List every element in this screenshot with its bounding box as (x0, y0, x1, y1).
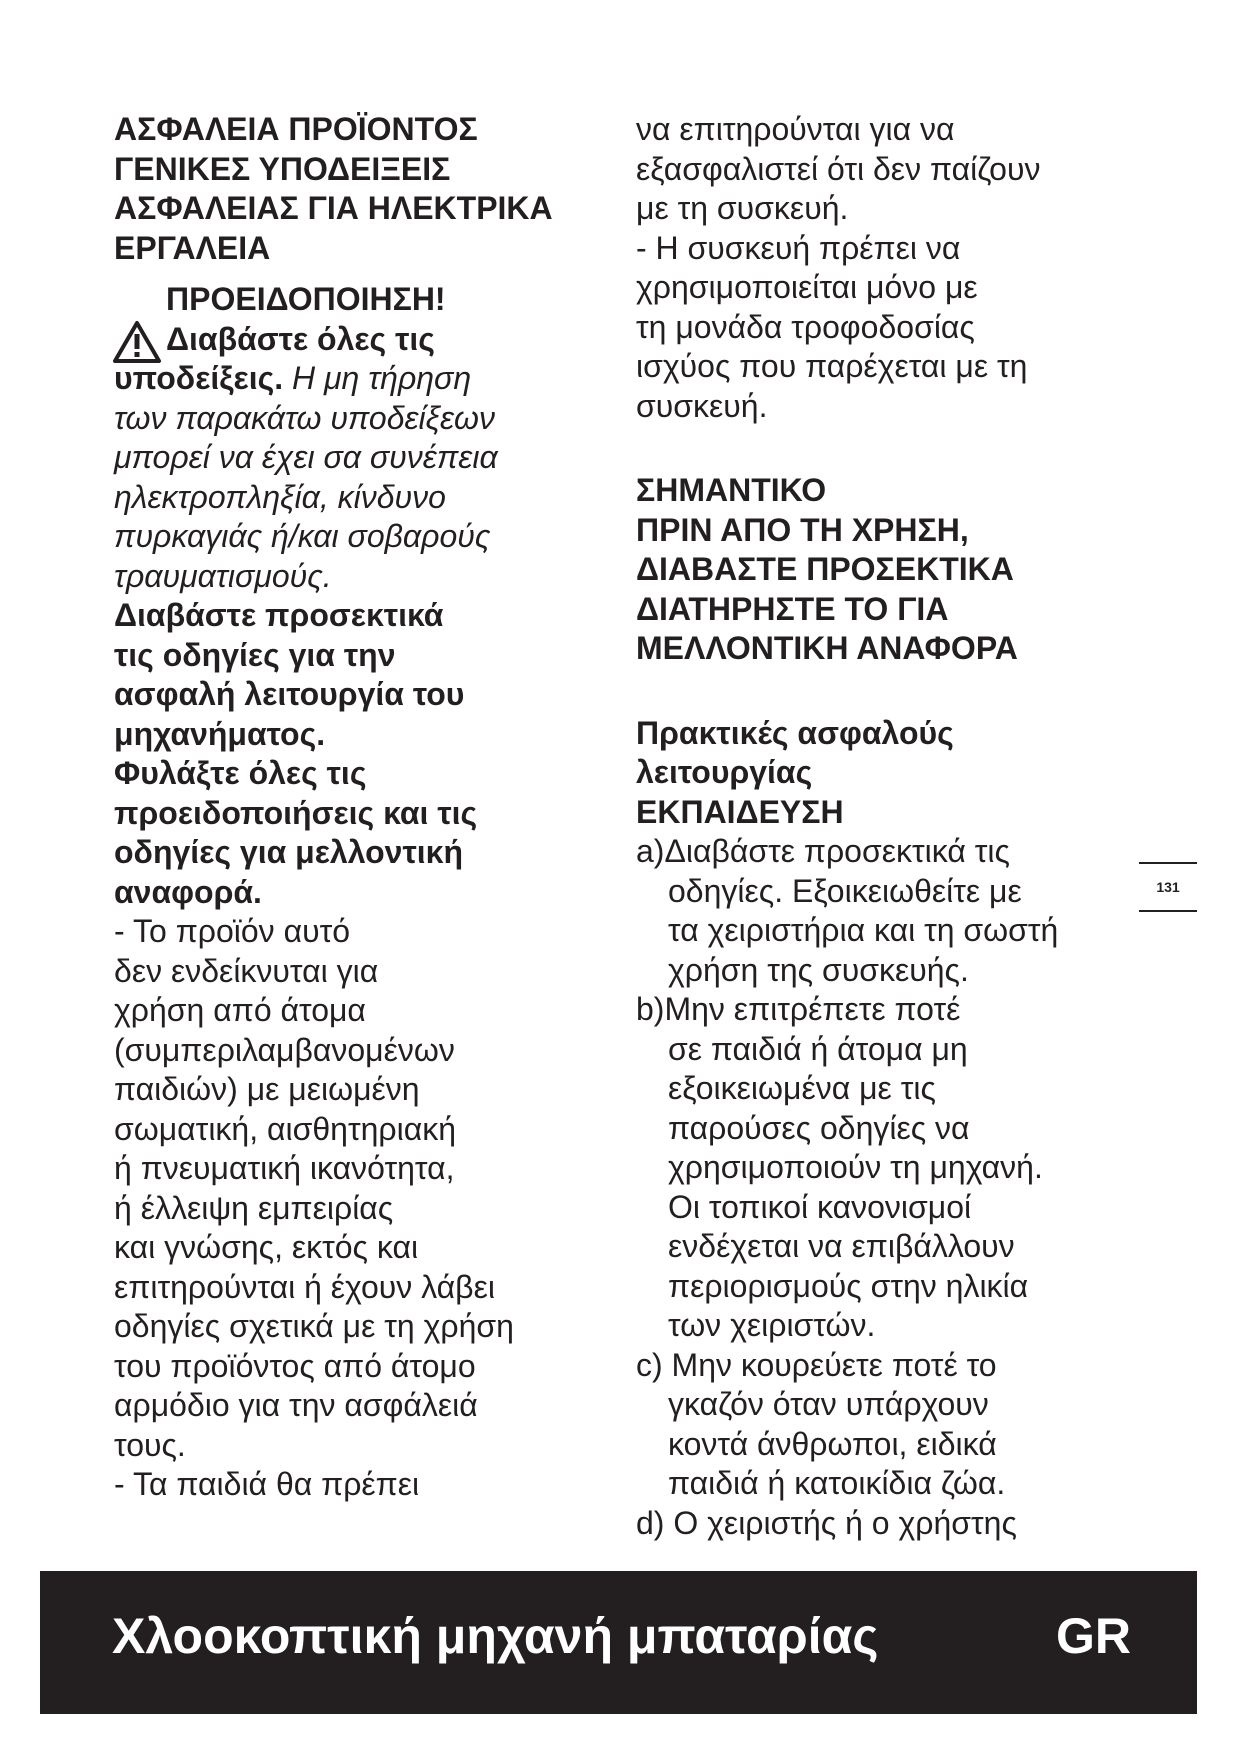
list-item-line: σε παιδιά ή άτομα μη (668, 1030, 968, 1067)
important-heading-line: ΔΙΑΤΗΡΗΣΤΕ ΤΟ ΓΙΑ (636, 590, 949, 627)
warning-italic-line: των παρακάτω υποδείξεων (114, 399, 495, 436)
list-item-line: ενδέχεται να επιβάλλουν (668, 1228, 1015, 1264)
body-line: (συμπεριλαμβανομένων (114, 1031, 455, 1068)
body-line: ισχύος που παρέχεται με τη (636, 348, 1028, 384)
spacer (636, 669, 1136, 714)
list-item-line: χρησιμοποιούν τη μηχανή. (668, 1149, 1043, 1185)
warning-italic-line: τραυματισμούς. (114, 557, 332, 594)
body-line: χρήση από άτομα (114, 992, 366, 1028)
list-item-first-line: d) Ο χειριστής ή ο χρήστης (636, 1504, 1017, 1541)
practice-heading-line: ΕΚΠΑΙΔΕΥΣΗ (636, 793, 844, 830)
language-code: GR (1056, 1608, 1131, 1664)
practice-heading-line: Πρακτικές ασφαλούς (636, 714, 954, 751)
list-item-line: των χειριστών. (668, 1307, 876, 1343)
bold-paragraph-line: Διαβάστε προσεκτικά (114, 597, 444, 633)
list-item-first-line: c) Μην κουρεύετε ποτέ το (636, 1346, 997, 1383)
warning-triangle-icon (112, 320, 162, 364)
body-line: παιδιών) με μειωμένη (114, 1071, 420, 1107)
body-line: να επιτηρούνται για να (636, 111, 955, 147)
bold-paragraph-line: αναφορά. (114, 873, 262, 910)
section-heading-line: ΑΣΦΑΛΕΙΑΣ ΓΙΑ ΗΛΕΚΤΡΙΚΑ (114, 190, 553, 226)
footer-title: Χλοοκοπτική μηχανή μπαταρίας (112, 1608, 879, 1664)
footer-bar (40, 1571, 1197, 1714)
warning-bold-word: υποδείξεις. (114, 360, 284, 396)
body-line: και γνώσης, εκτός και (114, 1229, 419, 1265)
practice-heading-line: λειτουργίας (636, 754, 813, 790)
warning-mixed-line (114, 359, 594, 399)
list-item-line: παιδιά ή κατοικίδια ζώα. (668, 1465, 1006, 1501)
warning-italic-text: Η μη τήρηση (283, 360, 472, 396)
important-heading-line: ΣΗΜΑΝΤΙΚΟ (636, 472, 827, 508)
bold-paragraph-line: οδηγίες για μελλοντική (114, 834, 464, 870)
section-heading-line: ΕΡΓΑΛΕΙΑ (114, 229, 271, 266)
body-line: χρησιμοποιείται μόνο με (636, 269, 978, 305)
warning-italic-line: μπορεί να έχει σα συνέπεια (114, 439, 498, 475)
list-item-line: οδηγίες. Εξοικειωθείτε με (668, 872, 1022, 909)
right-column (636, 110, 1136, 1543)
section-heading-line: ΓΕΝΙΚΕΣ ΥΠΟΔΕΙΞΕΙΣ (114, 150, 451, 187)
body-line: οδηγίες σχετικά με τη χρήση (114, 1308, 514, 1344)
body-line: τη μονάδα τροφοδοσίας (636, 308, 975, 345)
list-item-line: κοντά άνθρωποι, ειδικά (668, 1425, 997, 1462)
list-item-line: Οι τοπικοί κανονισμοί (668, 1188, 972, 1225)
warning-italic-line: πυρκαγιάς ή/και σοβαρούς (114, 518, 491, 554)
body-line: ή πνευματική ικανότητα, (114, 1150, 455, 1186)
bold-paragraph-line: Φυλάξτε όλες τις (114, 755, 367, 791)
list-item-line: παρούσες οδηγίες να (668, 1109, 970, 1146)
body-line: με τη συσκευή. (636, 190, 849, 226)
body-line: τους. (114, 1426, 186, 1463)
list-item-line: εξοικειωμένα με τις (668, 1070, 936, 1106)
spacer (636, 426, 1136, 471)
body-line: δεν ενδείκνυται για (114, 952, 379, 989)
bold-paragraph-line: μηχανήματος. (114, 715, 326, 752)
list-item-line: τα χειριστήρια και τη σωστή (668, 912, 1059, 948)
bold-paragraph-line: τις οδηγίες για την (114, 636, 396, 673)
list-item-line: γκαζόν όταν υπάρχουν (668, 1386, 989, 1422)
important-heading-line: ΜΕΛΛΟΝΤΙΚΗ ΑΝΑΦΟΡΑ (636, 630, 1018, 666)
bold-paragraph-line: ασφαλή λειτουργία του (114, 676, 465, 712)
list-item-d (636, 1504, 1136, 1544)
warning-block (114, 280, 594, 596)
body-line: - Τα παιδιά θα πρέπει (114, 1466, 420, 1502)
list-item-line: περιορισμούς στην ηλικία (668, 1267, 1029, 1304)
body-line: αρμόδιο για την ασφάλειά (114, 1387, 478, 1423)
list-item-first-line: a)Διαβάστε προσεκτικά τις (636, 833, 1010, 869)
list-item-c (636, 1346, 1136, 1504)
important-heading-line: ΠΡΙΝ ΑΠΟ ΤΗ ΧΡΗΣΗ, (636, 511, 969, 548)
warning-title: ΠΡΟΕΙΔΟΠΟΙΗΣΗ! (166, 281, 446, 317)
warning-bold-line: Διαβάστε όλες τις (166, 320, 435, 357)
list-item-first-line: b)Μην επιτρέπετε ποτέ (636, 991, 961, 1027)
body-line: - Το προϊόν αυτό (114, 913, 350, 949)
section-heading-line: ΑΣΦΑΛΕΙΑ ΠΡΟΪΟΝΤΟΣ (114, 111, 478, 147)
body-line: του προϊόντος από άτομο (114, 1347, 476, 1384)
page-number: 131 (1139, 862, 1197, 912)
body-line: ή έλλειψη εμπειρίας (114, 1189, 394, 1226)
body-line: - Η συσκευή πρέπει να (636, 229, 961, 266)
bold-paragraph-line: προειδοποιήσεις και τις (114, 794, 478, 831)
left-column (114, 110, 594, 1505)
body-line: επιτηρούνται ή έχουν λάβει (114, 1268, 495, 1305)
list-item-b (636, 990, 1136, 1346)
warning-italic-line: ηλεκτροπληξία, κίνδυνο (114, 478, 446, 515)
body-line: συσκευή. (636, 387, 768, 424)
list-item-a (636, 832, 1136, 990)
body-line: εξασφαλιστεί ότι δεν παίζουν (636, 150, 1041, 187)
body-line: σωματική, αισθητηριακή (114, 1110, 456, 1147)
important-heading-line: ΔΙΑΒΑΣΤΕ ΠΡΟΣΕΚΤΙΚΑ (636, 551, 1014, 587)
list-item-line: χρήση της συσκευής. (668, 951, 969, 988)
